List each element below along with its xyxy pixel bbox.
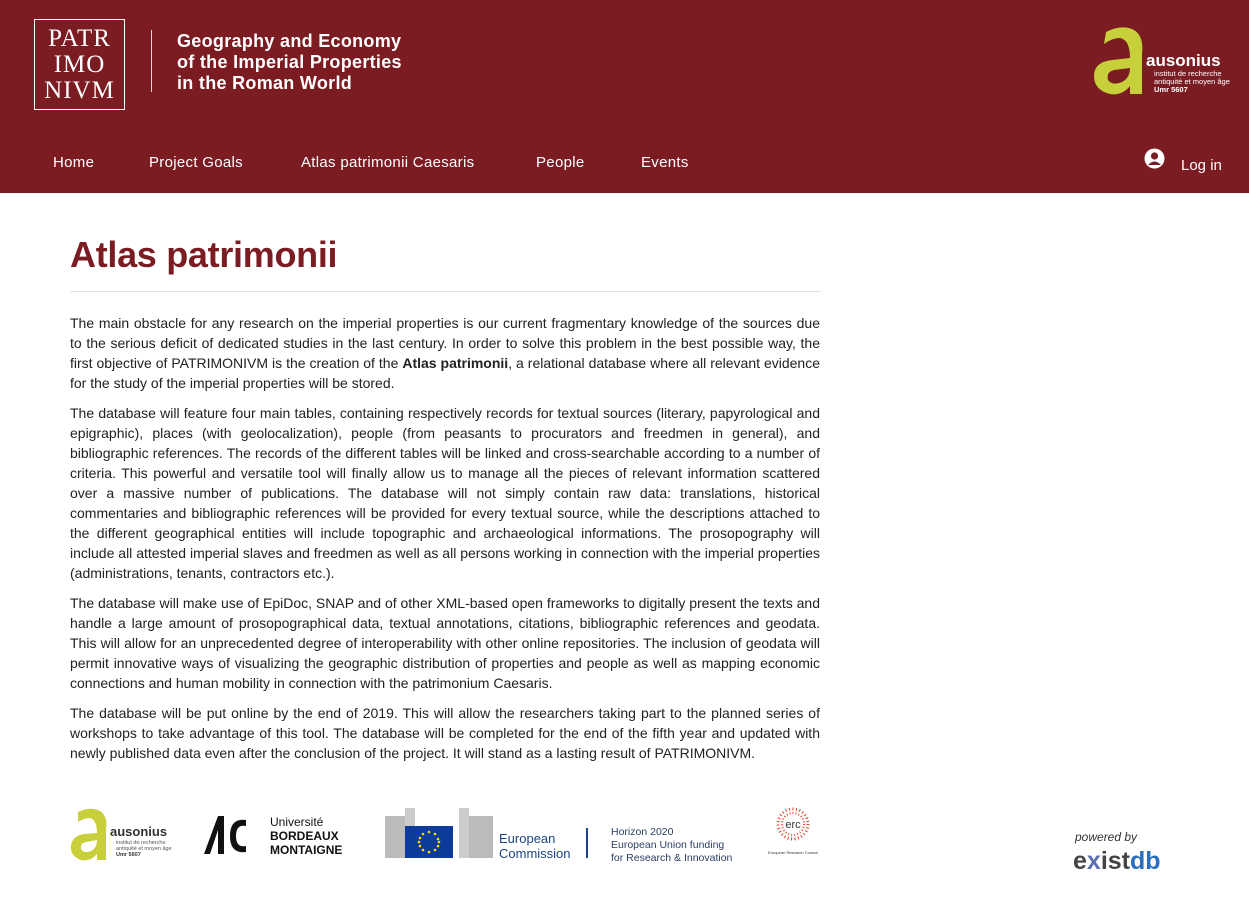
svg-text:BORDEAUX: BORDEAUX <box>270 829 339 843</box>
ausonius-logo[interactable] <box>1092 24 1232 98</box>
site-header <box>0 0 1249 193</box>
svg-text:erc: erc <box>785 819 801 831</box>
site-title: Geography and Economy of the Imperial Properties in the Roman World <box>177 31 402 93</box>
svg-text:Commission: Commission <box>499 846 571 861</box>
nav-atlas-patrimonii-caesaris[interactable]: Atlas patrimonii Caesaris <box>301 154 475 171</box>
nav-project-goals[interactable]: Project Goals <box>149 154 243 171</box>
nav-people[interactable]: People <box>536 154 585 171</box>
universite-bordeaux-montaigne-logo[interactable] <box>202 812 354 858</box>
main-nav <box>0 146 1249 182</box>
title-divider <box>70 291 821 292</box>
svg-text:powered by: powered by <box>1075 830 1138 844</box>
svg-text:Umr 5607: Umr 5607 <box>1154 85 1188 94</box>
paragraph-2: The database will feature four main tables, containing respectively records for textual sources (literary, papyrological and epigraphic), places (with geolocalization), people (from peasants to procurators and freedmen in general), and bibliographic references. The records of the different tables will be linked and cross-searchable according to a number of criteria. This powerful and versatile tool will finally allow us to manage all the pieces of relevant information scattered over a massive number of publications. The database will not simply contain raw data: translations, historical commentaries and bibliographic references will be provided for every textual source, while the descriptions attached to the different geographical entities will include topographic and archaeological informations. The prosopography will include all attested imperial slaves and freedmen as well as all persons working in connection with the imperial properties (administrations, tenants, contractors etc.). <box>70 405 820 581</box>
svg-text:antiquité et moyen âge: antiquité et moyen âge <box>1154 77 1230 86</box>
paragraph-1: The main obstacle for any research on the imperial properties is our current fragmentary knowledge of the sources due to the serious deficit of dedicated studies in the last century. In order to solve this problem in the best possible way, the first objective of PATRIMONIVM is the creation of the Atlas patrimonii, a relational database where all relevant evidence for the study of the imperial properties will be stored. <box>70 315 820 391</box>
logo-separator <box>151 30 152 92</box>
svg-text:European: European <box>499 831 556 846</box>
svg-text:institut de recherche: institut de recherche <box>116 840 166 846</box>
svg-text:ausonius: ausonius <box>110 824 168 839</box>
patrimonivm-logo[interactable]: PATR IMO NIVM <box>34 19 125 110</box>
svg-text:antiquité et moyen âge: antiquité et moyen âge <box>116 846 172 852</box>
user-icon[interactable] <box>1144 148 1165 169</box>
erc-logo[interactable] <box>762 804 824 862</box>
page-title: Atlas patrimonii <box>70 234 338 275</box>
paragraph-3: The database will make use of EpiDoc, SNAP and of other XML-based open frameworks to digitally present the texts and handle a large amount of prosopographical data, textual annotations, citations, bibliographic references and geodata. This will allow for an unprecedented degree of interoperability with other online repositories. The inclusion of geodata will permit innovative ways of visualizing the geographic distribution of properties and people as well as mapping economic connections and human mobility in connection with the patrimonium Caesaris. <box>70 595 820 691</box>
ausonius-footer-logo[interactable] <box>70 806 174 862</box>
horizon-2020-label: Horizon 2020 European Union funding for Research & Innovation <box>611 826 733 864</box>
svg-text:existdb: existdb <box>1073 847 1161 875</box>
svg-text:MONTAIGNE: MONTAIGNE <box>270 843 343 857</box>
svg-text:institut de recherche: institut de recherche <box>1154 69 1222 78</box>
svg-text:European Research Council: European Research Council <box>767 850 819 855</box>
svg-text:Université: Université <box>270 815 324 829</box>
main-content <box>70 313 820 773</box>
european-commission-logo[interactable] <box>383 804 593 862</box>
paragraph-4: The database will be put online by the end of 2019. This will allow the researchers taking part to the planned series of workshops to take advantage of this tool. The database will be completed for the end of the fifth year and updated with newly published data even after the conclusion of the project. It will stand as a lasting result of PATRIMONIVM. <box>70 705 820 761</box>
nav-events[interactable]: Events <box>641 154 689 171</box>
login-link[interactable]: Log in <box>1181 157 1222 174</box>
nav-home[interactable]: Home <box>53 154 95 171</box>
svg-text:ausonius: ausonius <box>1146 51 1221 70</box>
powered-by-existdb-logo[interactable] <box>1071 828 1181 876</box>
svg-text:Umr 5607: Umr 5607 <box>116 852 141 858</box>
